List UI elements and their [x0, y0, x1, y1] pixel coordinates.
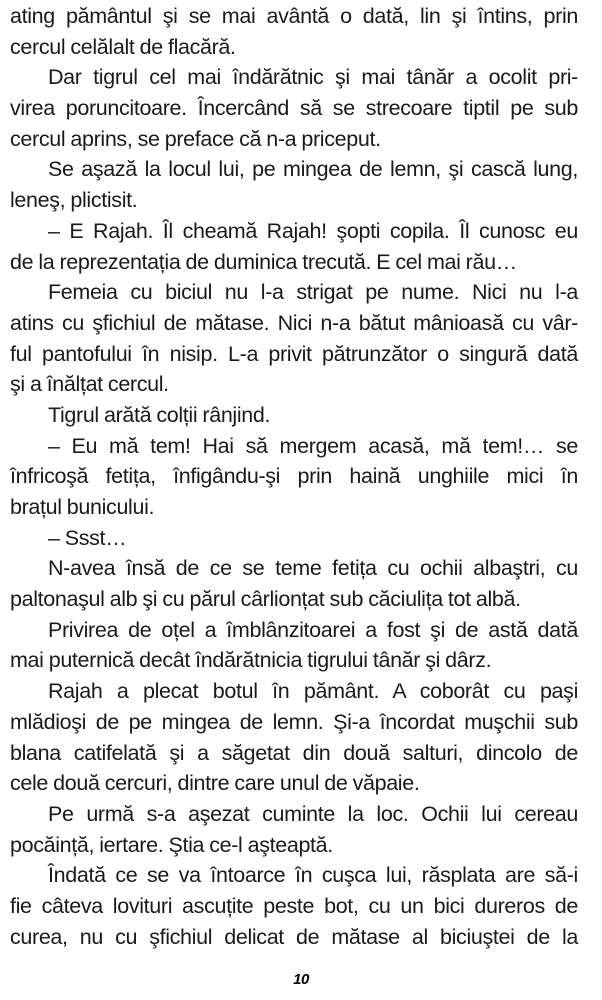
dialogue-line: – E Rajah. Îl cheamă Rajah! şopti copila. Îl cunosc eu: [48, 218, 578, 243]
paragraph-start-line: Tigrul arătă colții rânjind.: [48, 402, 271, 427]
text-line: şi a înălțat cercul.: [10, 372, 169, 397]
text-line: virea poruncitoare. Încercând să se strecoare tiptil pe sub: [10, 96, 578, 121]
text-line: mai puternică decât îndărătnicia tigrului tânăr şi dârz.: [10, 648, 492, 673]
text-line: blana catifelată şi a săgetat din două salturi, dincolo de: [10, 740, 578, 765]
paragraph-start-line: Rajah a plecat botul în pământ. A coborât cu paşi: [48, 679, 578, 704]
text-line: cercul aprins, se preface că n-a priceput.: [10, 126, 381, 151]
text-line: cele două cercuri, dintre care unul de văpaie.: [10, 771, 420, 796]
text-line: fie câteva lovituri ascuțite peste bot, cu un bici dureros de: [10, 893, 578, 918]
paragraph-start-line: Pe urmă s-a aşezat cuminte la loc. Ochii lui cereau: [48, 801, 578, 826]
paragraph-start-line: Privirea de oțel a îmblânzitoarei a fost şi de astă dată: [48, 617, 578, 642]
text-line: mlădioşi de pe mingea de lemn. Şi-a încordat muşchii sub: [10, 709, 578, 734]
dialogue-line: – Eu mă tem! Hai să mergem acasă, mă tem!… se: [48, 433, 578, 458]
dialogue-line: – Ssst…: [48, 525, 127, 550]
text-line: cercul celălalt de flacără.: [10, 34, 236, 59]
text-line: brațul bunicului.: [10, 495, 155, 519]
text-line: atins cu şfichiul de mătase. Nici n-a bătut mânioasă cu vâr-: [10, 310, 578, 335]
paragraph-start-line: Îndată ce se va întoarce în cuşca lui, răsplata are să-i: [48, 863, 578, 888]
text-line: curea, nu cu şfichiul delicat de mătase al biciuştei de la: [10, 924, 578, 949]
text-line: ating pământul şi se mai avântă o dată, lin şi întins, prin: [10, 4, 578, 28]
text-line: ful pantofului în nisip. L-a privit pătrunzător o singură dată: [10, 341, 578, 366]
text-line: paltonaşul alb şi cu părul cârlionțat sub căciulița tot albă.: [10, 587, 521, 612]
paragraph-start-line: Femeia cu biciul nu l-a strigat pe nume. Nici nu l-a: [48, 280, 578, 305]
paragraph-start-line: Se aşază la locul lui, pe mingea de lemn, şi cască lung,: [48, 157, 578, 182]
text-line: leneş, plictisit.: [10, 188, 138, 213]
paragraph-start-line: Dar tigrul cel mai îndărătnic şi mai tânăr a ocolit pri-: [48, 65, 578, 90]
text-line: înfricoşă fetița, înfigându-şi prin haină unghiile mici în: [10, 464, 578, 489]
paragraph-start-line: N-avea însă de ce se teme fetița cu ochii albaştri, cu: [48, 556, 578, 581]
text-line: pocăință, iertare. Ştia ce-l aşteaptă.: [10, 832, 333, 857]
page-body-text: [10, 1, 578, 952]
text-line: de la reprezentația de duminica trecută. E cel mai rău…: [10, 249, 517, 274]
page-number: 10: [293, 971, 309, 988]
